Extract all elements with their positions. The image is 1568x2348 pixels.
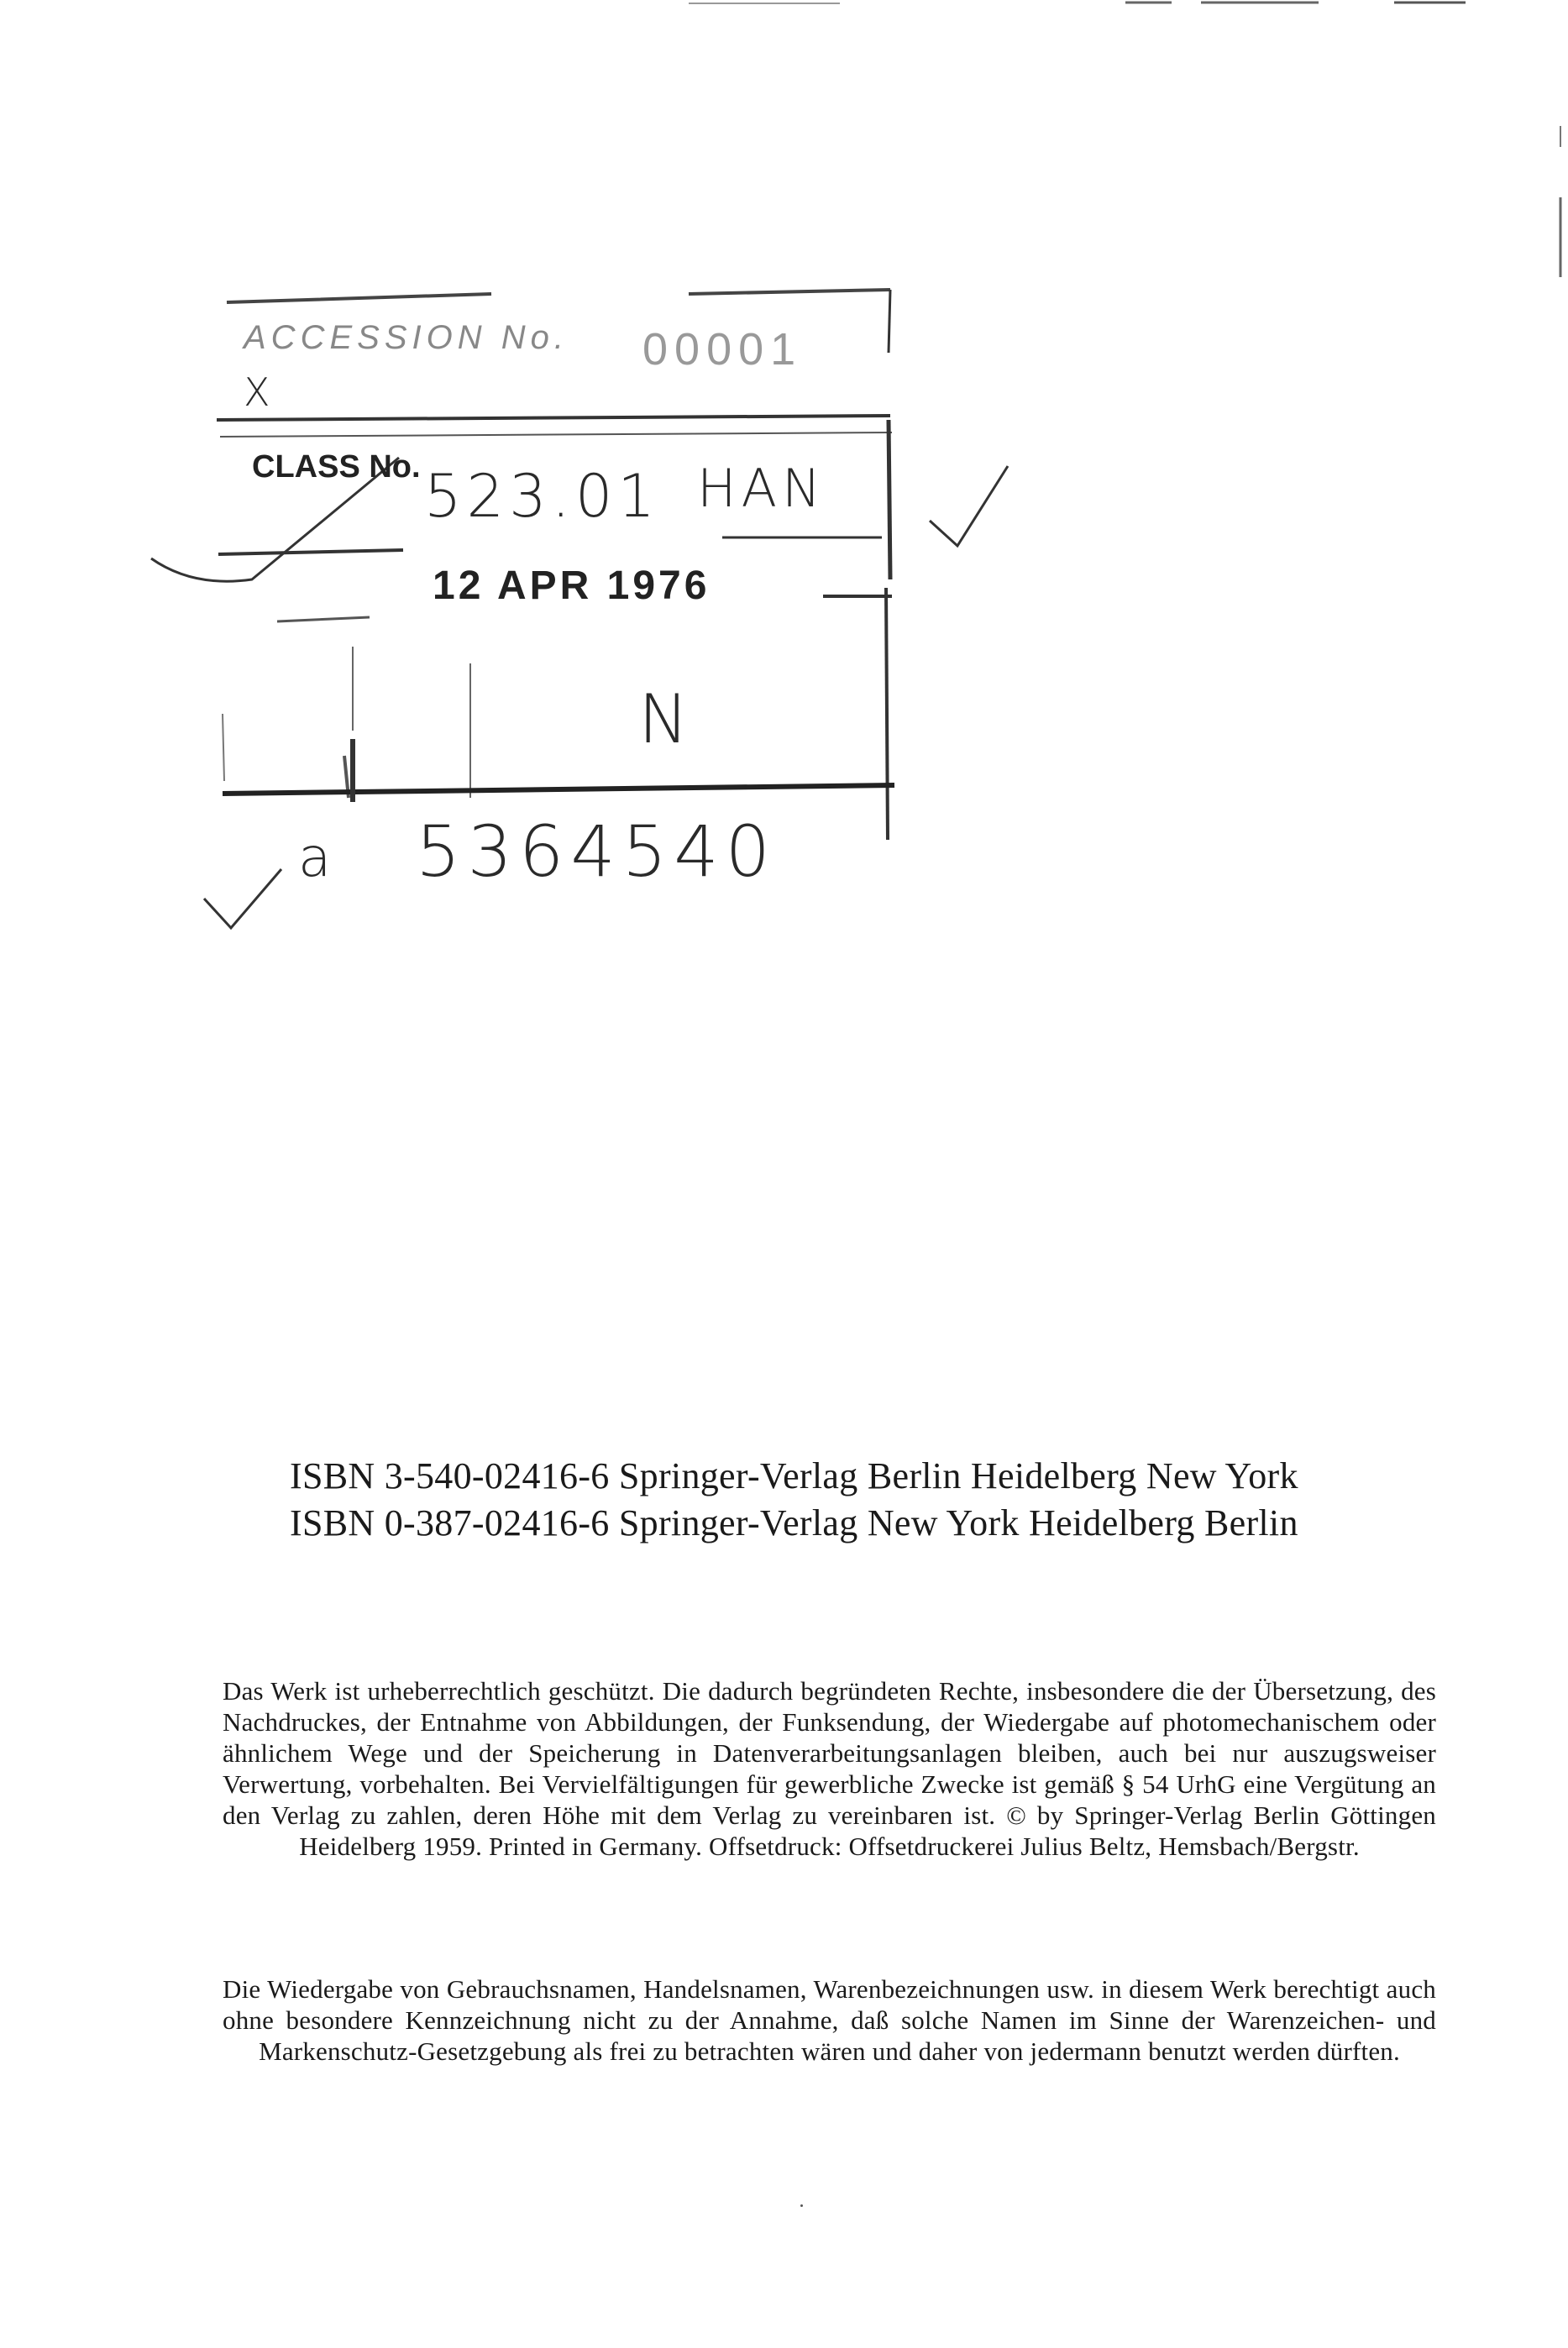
stamp-accession-header: ACCESSION No. (244, 319, 569, 356)
isbn-line-1: ISBN 3-540-02416-6 Springer-Verlag Berlin Heidelberg New York (290, 1455, 1298, 1496)
stamp-class-number: 523.01 (424, 462, 660, 531)
stamp-accession-number: 00001 (642, 324, 803, 375)
stamp-x-mark: X (244, 369, 270, 415)
stamp-initial: N (638, 680, 689, 758)
handwritten-record-prefix: a (298, 827, 332, 889)
handwritten-record-number: 5364540 (416, 810, 778, 893)
copyright-paragraph: Das Werk ist urheberrechtlich geschützt. Die dadurch begründeten Rechte, insbesondere die der Übersetzung, des Nachdruckes, der Entnahme von Abbildungen, der Funksendung, der Wiedergabe auf photomechanischem oder ähnlichem Wege und der Speicherung in Datenverarbeitungsanlagen bleiben, auch bei nur auszugsweiser Verwertung, vorbehalten. Bei Vervielfältigungen für gewerbliche Zwecke ist gemäß § 54 UrhG eine Vergütung an den Verlag zu zahlen, deren Höhe mit dem Verlag zu vereinbaren ist. © by Springer-Verlag Berlin Göttingen Heidelberg 1959. Printed in Germany. Offsetdruck: Offsetdruckerei Julius Beltz, Hemsbach/Bergstr. (223, 1676, 1436, 1861)
stamp-class-label: CLASS No. (252, 449, 421, 485)
trademark-notice-paragraph: Die Wiedergabe von Gebrauchsnamen, Handelsnamen, Warenbezeichnungen usw. in diesem Werk berechtigt auch ohne besondere Kennzeichnung nicht zu der Annahme, daß solche Namen im Sinne der Warenzeichen- und Markenschutz-Gesetzgebung als frei zu betrachten wären und daher von jedermann benutzt werden dürften. (223, 1974, 1436, 2066)
library-accession-stamp (0, 0, 1568, 1008)
isbn-line-2: ISBN 0-387-02416-6 Springer-Verlag New York Heidelberg Berlin (290, 1502, 1298, 1543)
stamp-class-author: HAN (697, 458, 826, 519)
isbn-block (290, 1453, 1382, 1547)
stamp-date: 12 APR 1976 (433, 563, 711, 608)
speck-mark (800, 2204, 803, 2207)
